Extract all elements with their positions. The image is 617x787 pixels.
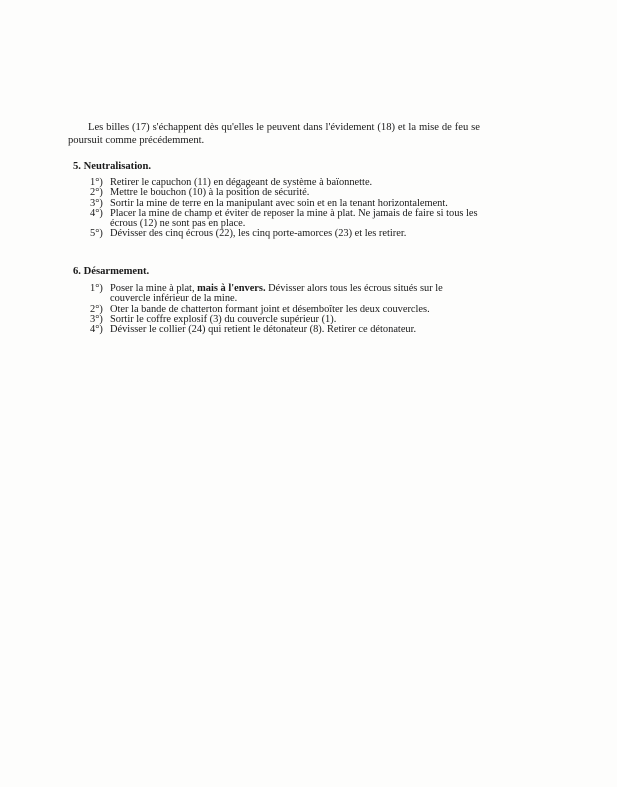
item-text: Sortir la mine de terre en la manipulant avec soin et en la tenant horizontalement. [110, 197, 448, 209]
item-text-start: Poser la mine à plat, [110, 283, 198, 294]
item-text-emphasis: mais à l'envers. [197, 283, 266, 294]
item-text [110, 284, 485, 305]
item-number: 4°) [90, 324, 103, 336]
item-number: 1°) [90, 177, 103, 188]
list-item [90, 209, 485, 230]
item-text: Placer la mine de champ et éviter de reposer la mine à plat. Ne jamais de faire si tous les écrous (12) ne sont pas en place. [110, 207, 478, 230]
item-number: 3°) [90, 313, 103, 325]
item-text: Dévisser le collier (24) qui retient le détonateur (8). Retirer ce détonateur. [110, 324, 417, 336]
item-text: Mettre le bouchon (10) à la position de sécurité. [110, 187, 310, 199]
item-number: 2°) [90, 303, 103, 315]
item-text: Oter la bande de chatterton formant joint et désemboîter les deux couvercles. [110, 303, 430, 315]
item-text: Sortir le coffre explosif (3) du couvercle supérieur (1). [110, 313, 337, 325]
item-number: 2°) [90, 187, 103, 199]
item-text-end: Dévisser alors tous les écrous situés sur le couvercle inférieur de la mine. [110, 283, 443, 305]
list-item [90, 325, 485, 335]
list-item [90, 284, 485, 305]
section-5-list [90, 178, 485, 240]
item-number: 3°) [90, 197, 103, 209]
item-number: 4°) [90, 207, 103, 219]
item-number: 5°) [90, 228, 103, 240]
section-6-heading: 6. Désarmement. [73, 266, 150, 277]
item-text: Retirer le capuchon (11) en dégageant de système à baïonnette. [110, 177, 373, 188]
list-item [90, 229, 485, 239]
section-5-heading: 5. Neutralisation. [73, 161, 151, 172]
item-number: 1°) [90, 283, 103, 294]
section-6-list [90, 284, 485, 335]
intro-paragraph: Les billes (17) s'échappent dès qu'elles le peuvent dans l'évidement (18) et la mise de feu se poursuit comme précédemment. [68, 122, 480, 146]
item-text: Dévisser des cinq écrous (22), les cinq porte-amorces (23) et les retirer. [110, 228, 407, 240]
